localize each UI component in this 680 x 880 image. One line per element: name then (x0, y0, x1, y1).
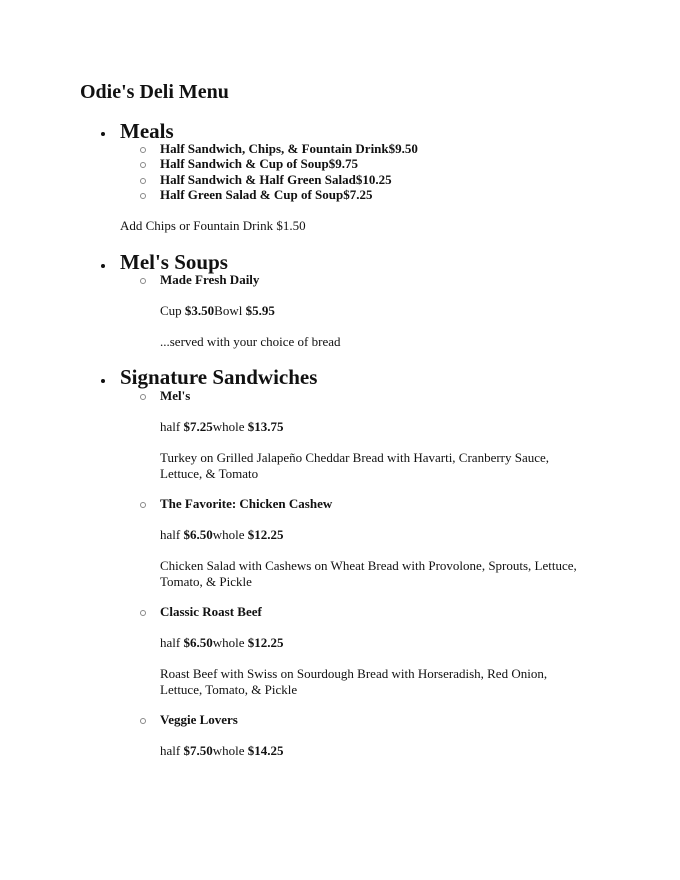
bullet-icon (101, 264, 105, 268)
soup-note: ...served with your choice of bread (160, 334, 341, 349)
section-heading-sandwiches: Signature Sandwiches (120, 365, 318, 389)
page-title: Odie's Deli Menu (80, 81, 229, 103)
circle-bullet-icon (140, 147, 146, 153)
circle-bullet-icon (140, 394, 146, 400)
circle-bullet-icon (140, 162, 146, 168)
circle-bullet-icon (140, 193, 146, 199)
circle-bullet-icon (140, 502, 146, 508)
circle-bullet-icon (140, 178, 146, 184)
sandwich-prices: half $7.50whole $14.25 (160, 743, 284, 758)
soup-item: Made Fresh Daily (160, 272, 260, 287)
sandwich-description: Roast Beef with Swiss on Sourdough Bread with Horseradish, Red Onion, Lettuce, Tomato, & Pickle (160, 666, 548, 697)
section-heading-meals: Meals (120, 119, 174, 143)
bullet-icon (101, 132, 105, 136)
circle-bullet-icon (140, 278, 146, 284)
bullet-icon (101, 379, 105, 383)
sandwich-name: The Favorite: Chicken Cashew (160, 496, 333, 511)
section-heading-soups: Mel's Soups (120, 250, 228, 274)
meal-item: Half Sandwich & Cup of Soup$9.75 (160, 156, 358, 171)
sandwich-prices: half $7.25whole $13.75 (160, 419, 284, 434)
sandwich-name: Veggie Lovers (160, 712, 238, 727)
sandwich-name: Classic Roast Beef (160, 604, 262, 619)
soup-prices: Cup $3.50Bowl $5.95 (160, 303, 275, 318)
sandwich-description: Chicken Salad with Cashews on Wheat Bread with Provolone, Sprouts, Lettuce, Tomato, & Pickle (160, 558, 577, 589)
sandwich-name: Mel's (160, 388, 191, 403)
sandwich-prices: half $6.50whole $12.25 (160, 527, 284, 542)
meal-item: Half Sandwich, Chips, & Fountain Drink$9.50 (160, 141, 418, 156)
meals-note: Add Chips or Fountain Drink $1.50 (120, 218, 306, 233)
circle-bullet-icon (140, 610, 146, 616)
circle-bullet-icon (140, 718, 146, 724)
meal-item: Half Sandwich & Half Green Salad$10.25 (160, 172, 392, 187)
meal-item: Half Green Salad & Cup of Soup$7.25 (160, 187, 373, 202)
sandwich-description: Turkey on Grilled Jalapeño Cheddar Bread with Havarti, Cranberry Sauce, Lettuce, & Tomato (160, 450, 550, 481)
sandwich-prices: half $6.50whole $12.25 (160, 635, 284, 650)
